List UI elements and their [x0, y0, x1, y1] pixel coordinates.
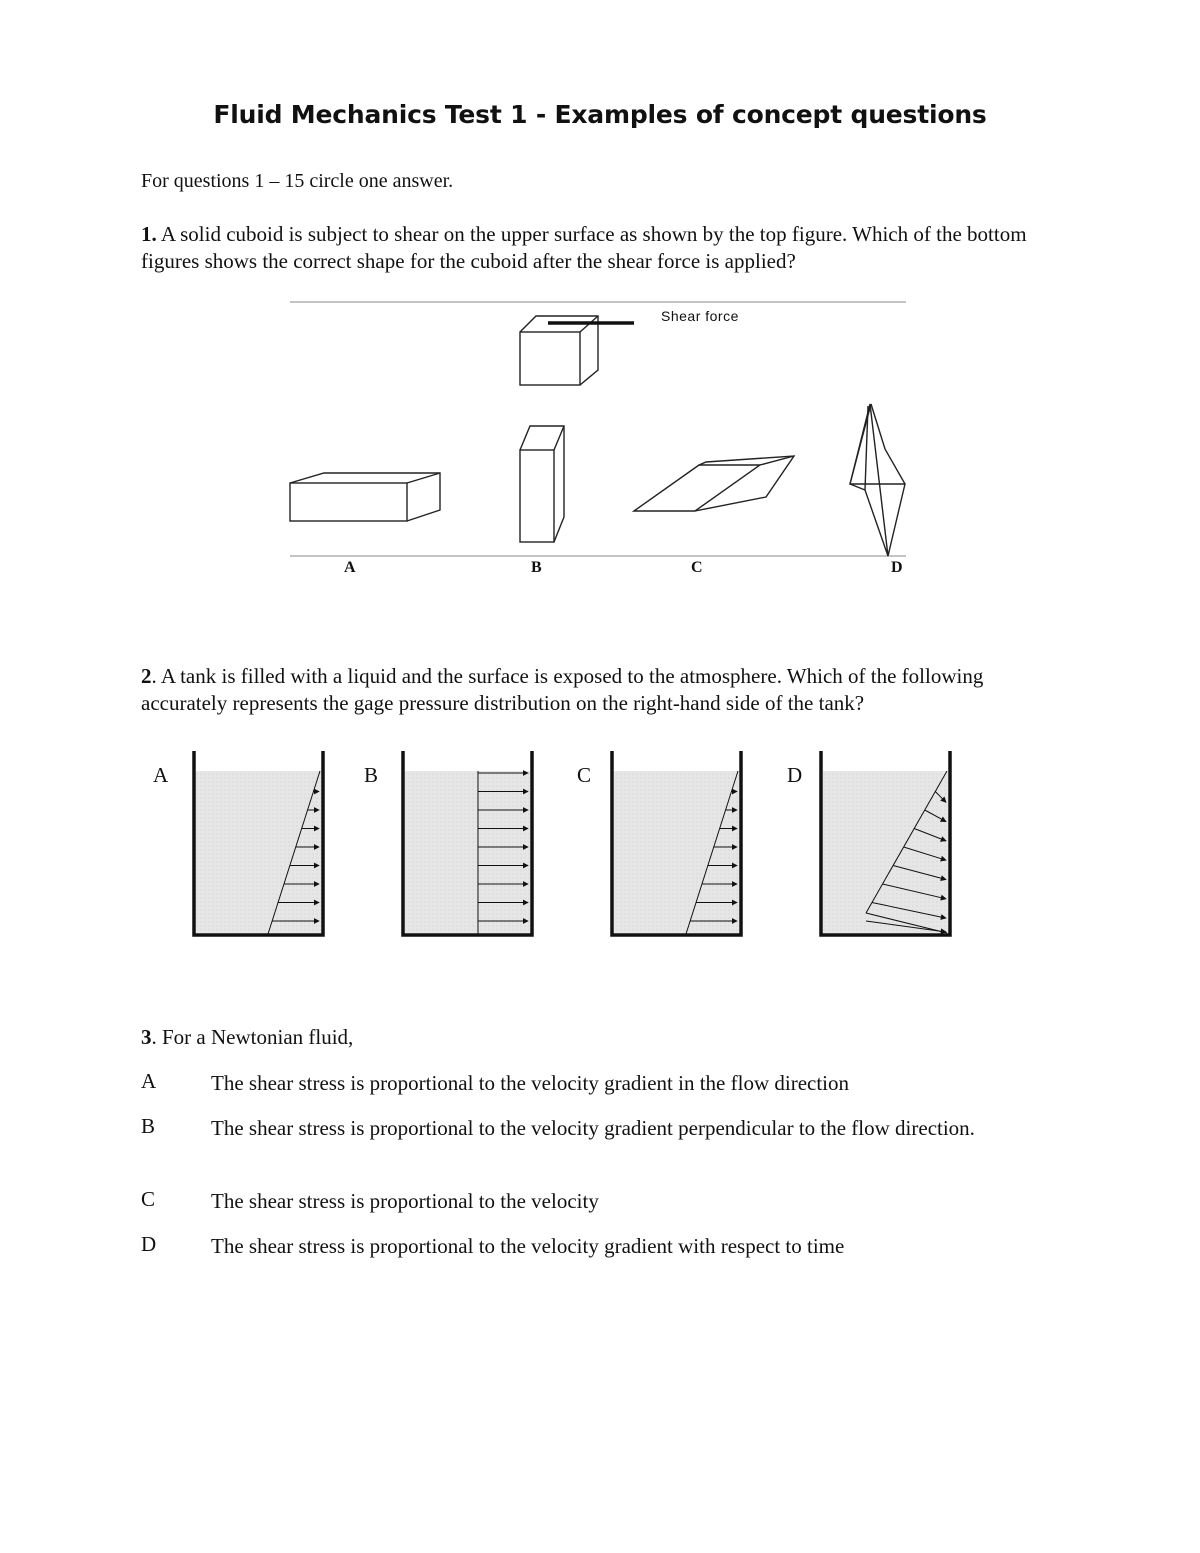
shear-force-label: Shear force — [661, 308, 739, 324]
liquid-fill — [823, 771, 948, 933]
cuboid-label-c: C — [691, 559, 703, 576]
question-2-number: 2 — [141, 664, 152, 688]
cuboid-label-d: D — [891, 559, 903, 576]
tank-label-b: B — [364, 763, 379, 787]
page-title: Fluid Mechanics Test 1 - Examples of concept questions — [213, 100, 987, 129]
tank-pressure-figure — [180, 745, 970, 945]
tank-b — [403, 751, 532, 935]
tank-label-d: D — [787, 763, 803, 787]
liquid-fill — [405, 771, 530, 933]
cuboid-option-d — [850, 404, 905, 556]
cuboid-option-b — [520, 426, 564, 542]
question-1 — [141, 221, 1066, 275]
option-letter-b[interactable]: B — [141, 1114, 156, 1138]
liquid-fill — [614, 771, 739, 933]
question-3-text: . For a Newtonian fluid, — [151, 1025, 354, 1049]
liquid-fill — [196, 771, 321, 933]
option-letter-d[interactable]: D — [141, 1232, 157, 1256]
tank-a — [194, 751, 323, 935]
question-3 — [141, 1024, 353, 1051]
question-1-text: A solid cuboid is subject to shear on the upper surface as shown by the top figure. Which of the bottom figures shows the correct shape for the cuboid after the shear force is applied? — [141, 222, 1027, 273]
tank-c — [612, 751, 741, 935]
tank-label-a: A — [153, 763, 169, 787]
option-text-a[interactable]: The shear stress is proportional to the velocity gradient in the flow direction — [211, 1071, 849, 1095]
original-cuboid — [520, 316, 598, 385]
instructions: For questions 1 – 15 circle one answer. — [141, 170, 454, 192]
cuboid-option-a — [290, 473, 440, 521]
option-text-b[interactable]: The shear stress is proportional to the velocity gradient perpendicular to the flow direction. — [211, 1116, 975, 1140]
question-2-text: . A tank is filled with a liquid and the surface is exposed to the atmosphere. Which of the following accurately represents the gage pressure distribution on the right-hand side of the tank? — [141, 664, 984, 715]
cuboid-label-b: B — [531, 559, 542, 576]
question-2 — [141, 663, 1066, 717]
cuboid-shear-figure — [280, 292, 920, 592]
option-text-c[interactable]: The shear stress is proportional to the velocity — [211, 1189, 599, 1213]
question-1-number: 1. — [141, 222, 157, 246]
tank-label-c: C — [577, 763, 592, 787]
option-text-d[interactable]: The shear stress is proportional to the velocity gradient with respect to time — [211, 1234, 845, 1258]
cuboid-option-c — [634, 456, 794, 511]
cuboid-label-a: A — [344, 559, 356, 576]
option-letter-c[interactable]: C — [141, 1187, 156, 1211]
question-3-number: 3 — [141, 1025, 152, 1049]
tank-d — [821, 751, 950, 935]
option-letter-a[interactable]: A — [141, 1069, 157, 1093]
